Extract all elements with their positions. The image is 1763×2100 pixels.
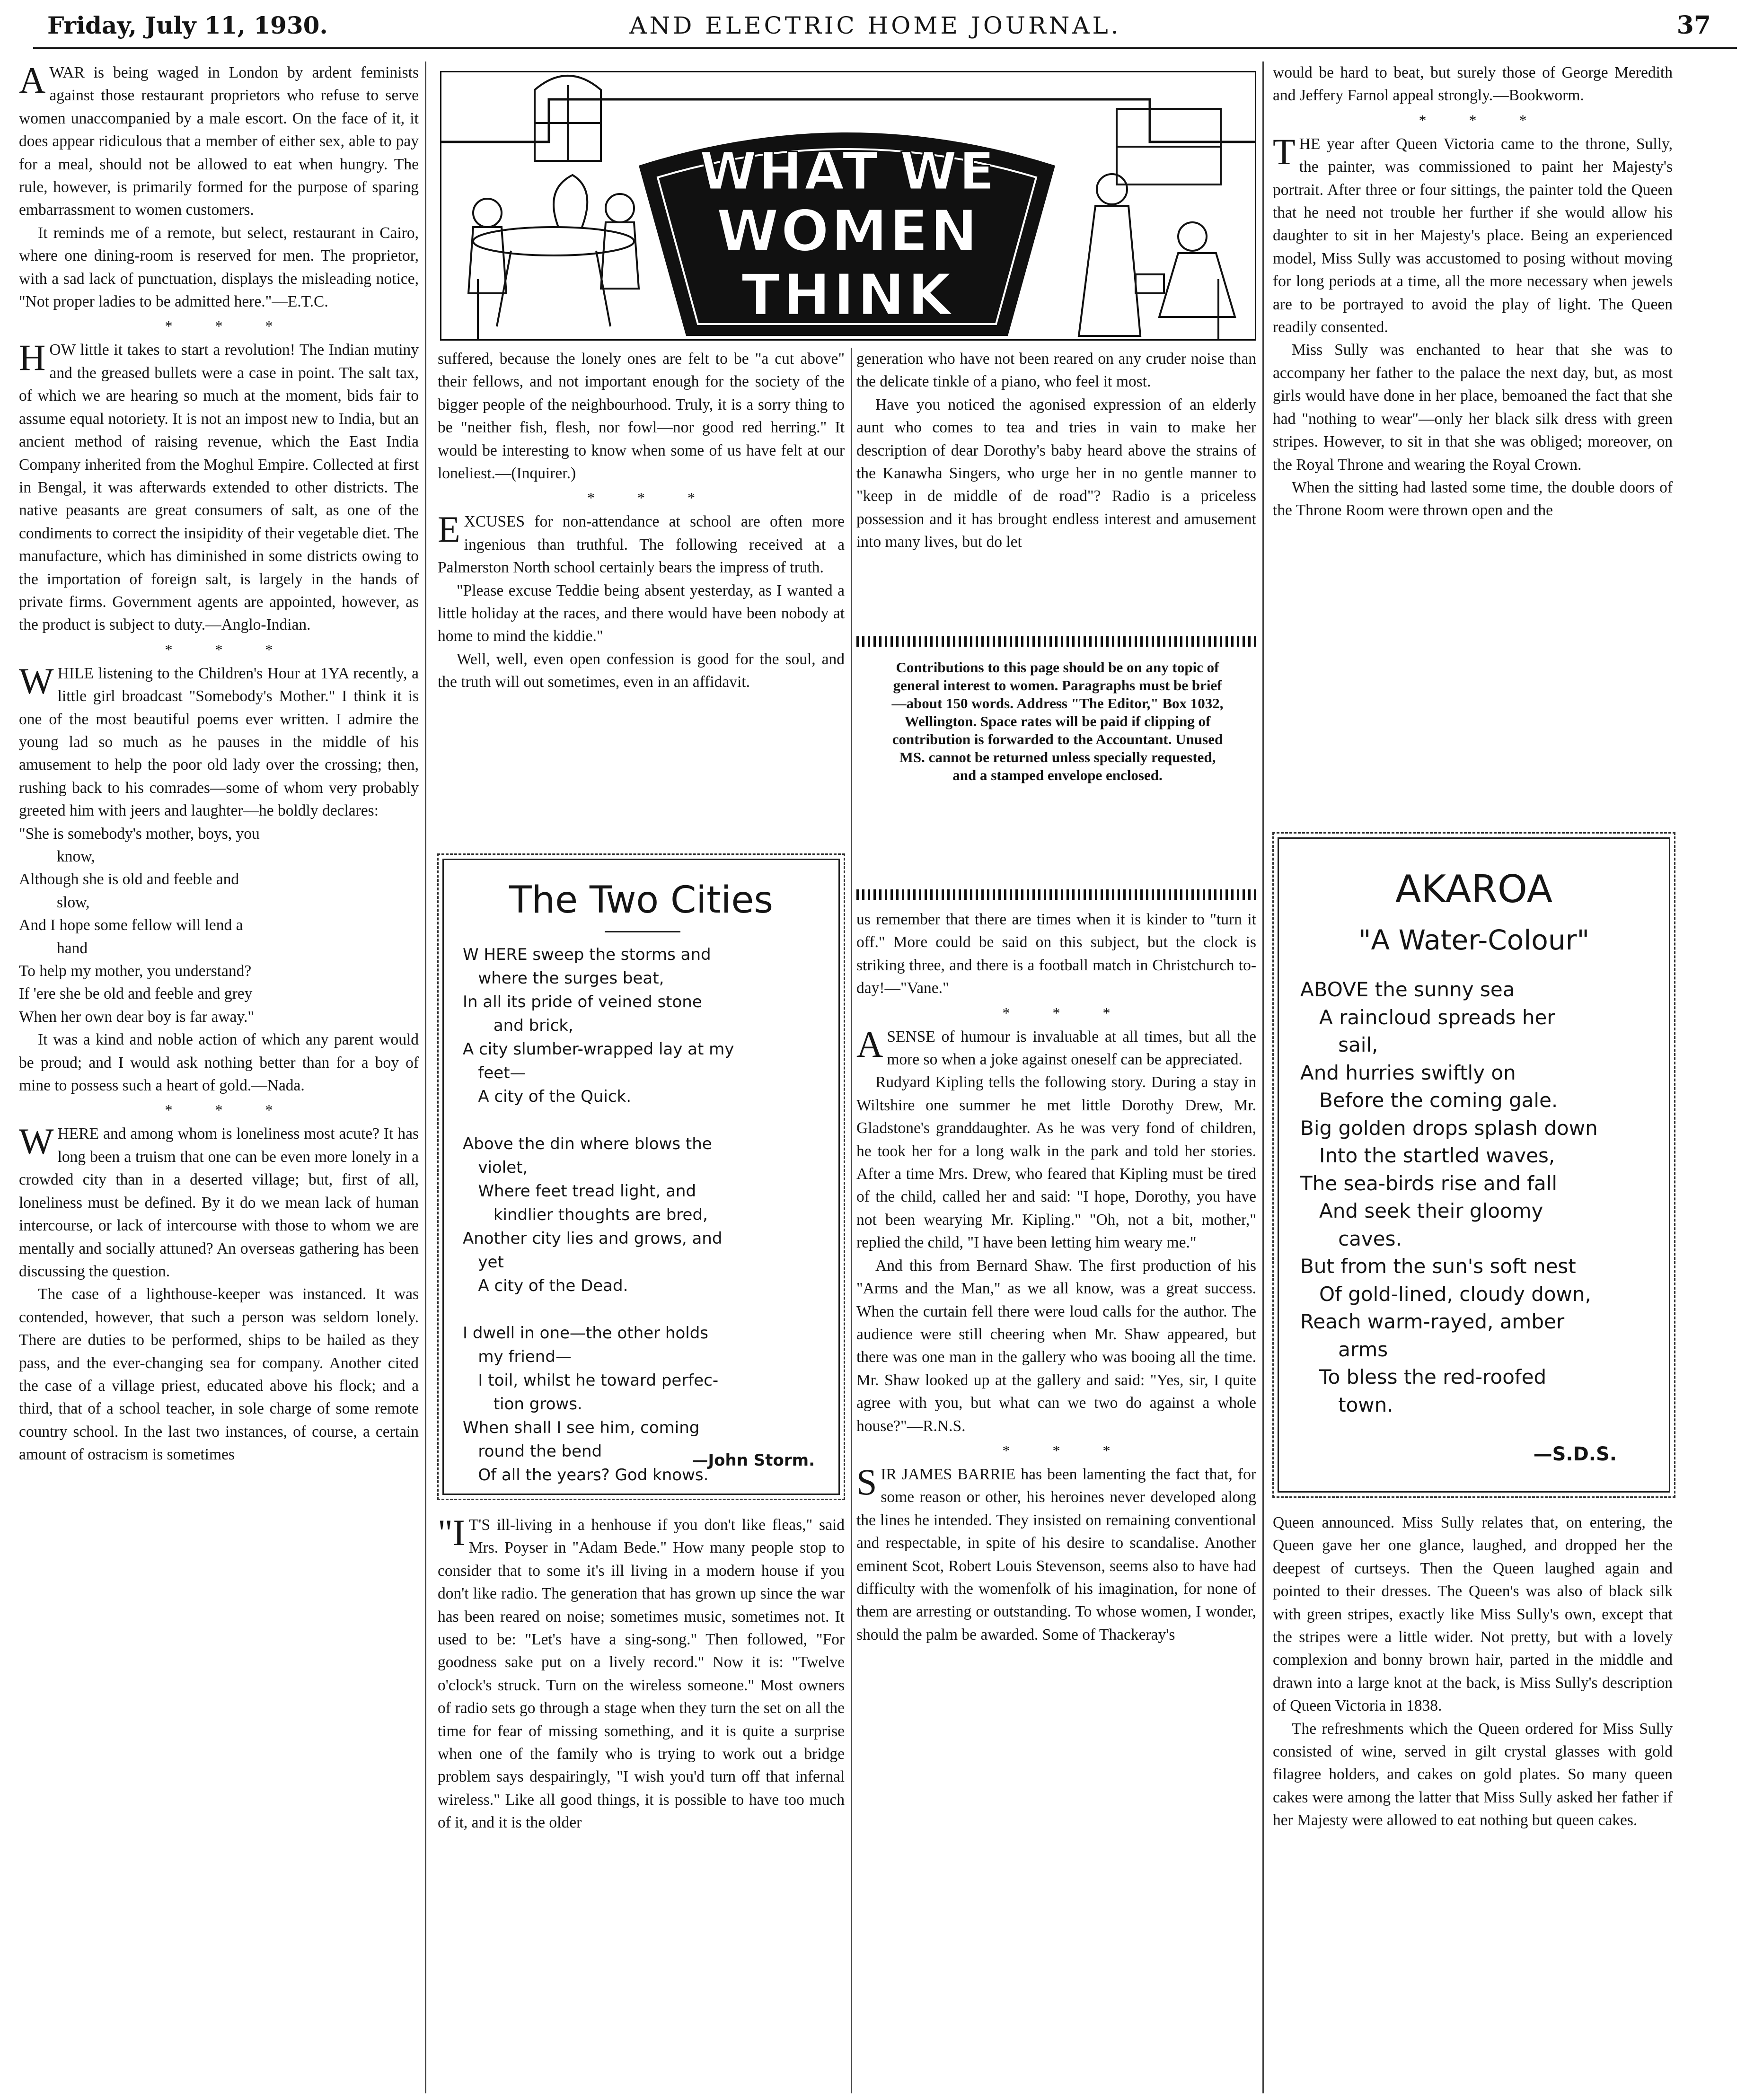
poem-line: caves. (1300, 1227, 1402, 1250)
poem-line: where the surges beat, (463, 969, 664, 988)
poem-two-cities-lines (463, 943, 734, 1487)
poem-line: kindlier thoughts are bred, (463, 1205, 708, 1224)
article-women-restaurants: AWAR is being waged in London by ardent feminists against those restaurant proprietors who refuse to serve women unaccompanied by a male escort. On the face of it, it does appear ridiculous that a member of either sex, able to pay for a meal, should not be allowed to eat when hungry. The rule, however, is primarily formed for the purpose of sparing embarrassment to women customers. (19, 62, 419, 219)
contributions-notice: Contributions to this page should be on any topic of general interest to women. Paragraphs must be brief—about 150 words. Address "The Editor," Box 1032, Wellington. Space rates will be paid if clipping of contribution is forwarded to the Accountant. Unused MS. cannot be returned unless specially requested, and a stamped envelope enclosed. (891, 659, 1224, 783)
separator-asterisks: *** (165, 1101, 316, 1119)
paragraph-queen-announced: Queen announced. Miss Sully relates that, on entering, the Queen gave her one glance, laughed, and dropped her the deepest of curtseys. Then the Queen laughed again and pointed to their dresses. The Queen's was also of black silk with green stripes, exactly like Miss Sully's own, except that the stripes were a little wider. Not pretty, but with a lovely complexion and bonny brown hair, parted in the middle and drawn into a large knot at the back, is Miss Sully's description of Queen Victoria in 1838. (1273, 1514, 1673, 1715)
poem-line: The sea-birds rise and fall (1300, 1171, 1558, 1195)
poem-line: round the bend (463, 1442, 602, 1461)
poem-akaroa-lines (1300, 976, 1598, 1419)
separator-asterisks: *** (165, 641, 316, 658)
poem-line (463, 1298, 734, 1321)
poem-line: A city of the Dead. (463, 1276, 628, 1295)
poem-line: and brick, (463, 1016, 573, 1035)
article-radio-noise: "I T'S ill-living in a henhouse if you don't like fleas," said Mrs. Poyser in "Adam Bede." How many people stop to consider that to some it's ill living in a modern house if you don't like radio. The generation that has grown up since the war has been reared on noise; sometimes music, sometimes not. It used to be: "Let's have a sing-song." Then followed, "For goodness sake put on a lively record." Now it is: "Twelve o'clock's struck. Turn on the wireless someone." Most owners of radio sets go through a stage when they turn the set on all the time for fear of missing something, and it is quite a surprise when one of the family who is trying to work out a bridge problem says despairingly, "I wish you'd turn off that infernal wireless." Like all good things, it is possible to have too much of it, and it is the older (438, 1514, 845, 1832)
verse-somebodys-mother: "She is somebody's mother, boys, you know, Although she is old and feeble and slow, And I hope some fellow will lend a hand To help my mother, you understand? If 'ere she be old and feeble and grey When her own dear boy is far away." (19, 825, 260, 1026)
separator-asterisks: *** (587, 489, 738, 507)
column-2 (438, 348, 845, 849)
column-2-lower (438, 1514, 845, 2093)
poem-line: To bless the red-roofed (1300, 1365, 1547, 1388)
poem-line: arms (1300, 1337, 1388, 1361)
poem-line: tion grows. (463, 1395, 582, 1414)
poem-line: violet, (463, 1158, 528, 1177)
article-excuses: EXCUSES for non-attendance at school are often more ingenious than truthful. The following received at a Palmerston North school certainly bears the impress of truth. (438, 509, 845, 577)
paragraph-turn-it-off: us remember that there are times when it is kinder to "turn it off." More could be said on this subject, but the clock is striking three, and there is a football match in Christchurch to-day!—"Vane." (856, 911, 1256, 997)
poem-line: Big golden drops splash down (1300, 1116, 1598, 1140)
poem-line: Above the din where blows the (463, 1134, 712, 1153)
article-queen-victoria-portrait: THE year after Queen Victoria came to the throne, Sully, the painter, was commissioned to paint her Majesty's portrait. After three or four sittings, the painter told the Queen that he need not trouble her further if she would allow his daughter to sit in her Majesty's place. Being an experienced model, Miss Sully was accustomed to posing without moving for long periods at a time, all the more necessary when jewels are to be portrayed to avoid the play of light. The Queen readily consented. (1273, 131, 1673, 336)
poem-line: I toil, whilst he toward perfec- (463, 1371, 719, 1390)
article-salt-tax: HOW little it takes to start a revolution! The Indian mutiny and the greased bullets were a case in point. The salt tax, of which we are hearing so much at the moment, bids fair to assume equal notoriety. It is not an impost new to India, but an ancient method of raising revenue, which the East India Company inherited from the Moghul Empire. Collected at first in Bengal, it was afterwards extended to other districts. The native peasants are great consumers of salt, as one of the condiments to correct the insipidity of their vegetable diet. The manufacture, which has diminished in some districts owing to the importation of foreign salt, is largely in the hands of private firms. Government agents are appointed, however, as the product is subject to duty.—Anglo-Indian. (19, 337, 419, 634)
column-rule (425, 62, 426, 2093)
paragraph-refreshments: The refreshments which the Queen ordered for Miss Sully consisted of wine, served in gilt crystal glasses with gold filagree holders, and cakes on gold plates. So many queen cakes were among the latter that Miss Sully asked her father if her Majesty were allowed to eat nothing but queen cakes. (1273, 1720, 1673, 1829)
masthead: AND ELECTRIC HOME JOURNAL. (629, 12, 1121, 39)
issue-date: Friday, July 11, 1930. (47, 11, 328, 39)
poem-line: feet— (463, 1063, 526, 1082)
paragraph-nada: It was a kind and noble action of which any parent would be proud; and I would ask nothing better than for a boy of mine to possess such a heart of gold.—Nada. (19, 1031, 419, 1095)
paragraph-teddie-note: "Please excuse Teddie being absent yesterday, as I wanted a little holiday at the races, and there would have been nobody at home to mind the kiddie." (438, 581, 845, 645)
poem-line: yet (463, 1253, 504, 1272)
poem-line: Of all the years? God knows. (463, 1466, 709, 1485)
paragraph-kipling: Rudyard Kipling tells the following story. During a stay in Wiltshire one summer he met little Dorothy Drew, Mr. Gladstone's granddaughter. As he was very fond of children, he took her for a long walk in the park and told her stories. After a time Mrs. Drew, who feared that Kipling must be tired of the child, called her and said: "I hope, Dorothy, you have not been wearying Mr. Kipling." "Oh, not a bit, mother," replied the child, "I have been letting him weary me." (856, 1073, 1256, 1252)
poem-line: And seek their gloomy (1300, 1199, 1543, 1222)
poem-line: W HERE sweep the storms and (463, 945, 711, 964)
paragraph-miss-sully-dress: Miss Sully was enchanted to hear that she was to accompany her father to the palace the next day, but, as most girls would have done in her place, bemoaned the fact that she had "nothing to wear"—only her black silk dress with green stripes. However, to sit in that she was obliged; moreover, on the Royal Throne and wearing the Royal Crown. (1273, 341, 1673, 474)
paragraph-older-generation: generation who have not been reared on any cruder noise than the delicate tinkle of a piano, who feel it most. (856, 350, 1256, 391)
poem-line: A city of the Quick. (463, 1087, 632, 1106)
article-barrie-heroines: SIR JAMES BARRIE has been lamenting the fact that, for some reason or other, his heroines never developed along the lines he intended. They insisted on remaining conventional and respectable, in spite of his desire to scandalise. Another eminent Scot, Robert Louis Stevenson, seems also to have had difficulty with the womenfolk of his imagination, for none of them are arresting or outstanding. To whose women, I wonder, should the palm be awarded. Some of Thackeray's (856, 1461, 1256, 1643)
notice-rule-top (856, 636, 1256, 647)
column-3-lower (856, 908, 1256, 2093)
paragraph-lonely-ones: suffered, because the lonely ones are felt to be "a cut above" their fellows, and not important enough for the society of the bigger people of the neighbourhood. Truly, it is a sorry thing to be "neither fish, flesh, nor fowl—nor good red herring." It would be interesting to know when some of us have felt at our loneliest.—(Inquirer.) (438, 350, 845, 483)
poem-line: sail, (1300, 1033, 1378, 1056)
page-number: 37 (1676, 11, 1711, 40)
column-1 (19, 62, 419, 2093)
poem-line: Before the coming gale. (1300, 1089, 1558, 1112)
paragraph-sitting: When the sitting had lasted some time, the double doors of the Throne Room were thrown open and the (1273, 478, 1673, 519)
separator-asterisks: *** (165, 317, 316, 335)
article-loneliness: WHERE and among whom is loneliness most acute? It has long been a truism that one can be even more lonely in a crowded city than in a deserted village; but, first of all, loneliness must be defined. By it do we mean lack of human intercourse, or lack of intercourse with those to whom we are mentally and socially attuned? An overseas gathering has been discussing the question. (19, 1121, 419, 1280)
poem-line (463, 1108, 734, 1132)
separator-asterisks: *** (1002, 1441, 1153, 1459)
column-4-lower (1273, 1511, 1673, 2093)
poem-line: A city slumber-wrapped lay at my (463, 1040, 734, 1059)
banner-illustration (440, 71, 1256, 341)
poem-box-akaroa (1278, 837, 1670, 1493)
paragraph-shaw: And this from Bernard Shaw. The first production of his "Arms and the Man," as we all know, was a great success. When the curtain fell there were loud calls for the author. The audience were still cheering when Mr. Shaw appeared, but there was one man in the gallery who was booing all the time. Mr. Shaw looked up at the gallery and said: "Yes, sir, I quite agree with you, but what can we two do against a whole house?"—R.N.S. (856, 1256, 1256, 1435)
article-sense-of-humour: ASENSE of humour is invaluable at all times, but all the more so when a joke against oneself can be appreciated. (856, 1023, 1256, 1069)
poem-author: —John Storm. (692, 1451, 815, 1470)
banner-line-3: THINK (741, 263, 955, 328)
poem-line: Reach warm-rayed, amber (1300, 1310, 1565, 1333)
column-4 (1273, 62, 1673, 818)
paragraph-lighthouse: The case of a lighthouse-keeper was instanced. It was contended, however, that such a person was seldom lonely. There are duties to be performed, ships to be hailed as they pass, and the ever-changing sea for company. Another cited the case of a village priest, educated above his flock; and a third, that of a school teacher, in sole charge of some remote country school. In the last two instances, of course, a certain amount of ostracism is sometimes (19, 1285, 419, 1464)
poem-line: ABOVE the sunny sea (1300, 978, 1515, 1001)
column-3 (856, 348, 1256, 627)
poem-line: Into the startled waves, (1300, 1144, 1555, 1167)
article-somebodys-mother: WHILE listening to the Children's Hour at 1YA recently, a little girl broadcast "Somebody's Mother." I think it is one of the most beautiful poems ever written. I admire the young lad so much as he pauses in the middle of his amusement to help the poor old lady over the crossing; then, rushing back to his comrades—some of whom very probably greeted him with jeers and laughter—he boldly declares: (19, 660, 419, 820)
separator-asterisks: *** (1419, 111, 1569, 129)
poem-line: When shall I see him, coming (463, 1418, 700, 1437)
column-rule (1262, 62, 1264, 2093)
paragraph-agonised-aunt: Have you noticed the agonised expression of an elderly aunt who comes to tea and tries in vain to make her description of dear Dorothy's baby heard above the strains of the Kanawha Singers, who urge her in no gentle manner to "keep in de middle of de road"? Radio is a priceless possession and it has brought endless interest and amusement into many lives, but do let (856, 395, 1256, 551)
separator-asterisks: *** (1002, 1004, 1153, 1021)
poem-line: Where feet tread light, and (463, 1182, 696, 1201)
header-rule (33, 47, 1737, 49)
column-rule (851, 348, 852, 2093)
poem-line: Of gold-lined, cloudy down, (1300, 1282, 1591, 1306)
poem-line: In all its pride of veined stone (463, 993, 702, 1011)
tea-table-scene-icon (468, 76, 639, 326)
poem-line: town. (1300, 1393, 1393, 1416)
poem-title: The Two Cities (509, 879, 773, 922)
poem-line: A raincloud spreads her (1300, 1005, 1555, 1029)
poem-box-two-cities (442, 859, 840, 1495)
banner-line-2: WOMEN (716, 199, 980, 264)
paragraph-cairo: It reminds me of a remote, but select, restaurant in Cairo, where one dining-room is reserved for men. The proprietor, with a sad lack of punctuation, displays the misleading notice, "Not proper ladies to be admitted here."—E.T.C. (19, 224, 419, 311)
banner-line-1: WHAT WE (699, 141, 996, 202)
poem-line: I dwell in one—the other holds (463, 1324, 708, 1343)
paragraph-meredith-farnol: would be hard to beat, but surely those of George Meredith and Jeffery Farnol appeal strongly.—Bookworm. (1273, 64, 1673, 105)
poem-title-akaroa: AKAROA (1395, 867, 1553, 911)
poem-subtitle: "A Water-Colour" (1358, 924, 1590, 956)
paragraph-affidavit: Well, well, even open confession is good for the soul, and the truth will out sometimes, even in an affidavit. (438, 650, 845, 691)
poem-line: And hurries swiftly on (1300, 1061, 1516, 1084)
poem-line: But from the sun's soft nest (1300, 1255, 1576, 1278)
poem-author-akaroa: —S.D.S. (1533, 1443, 1617, 1465)
poem-line: my friend— (463, 1347, 572, 1366)
notice-rule-bottom (856, 889, 1256, 900)
poem-line: Another city lies and grows, and (463, 1229, 723, 1248)
